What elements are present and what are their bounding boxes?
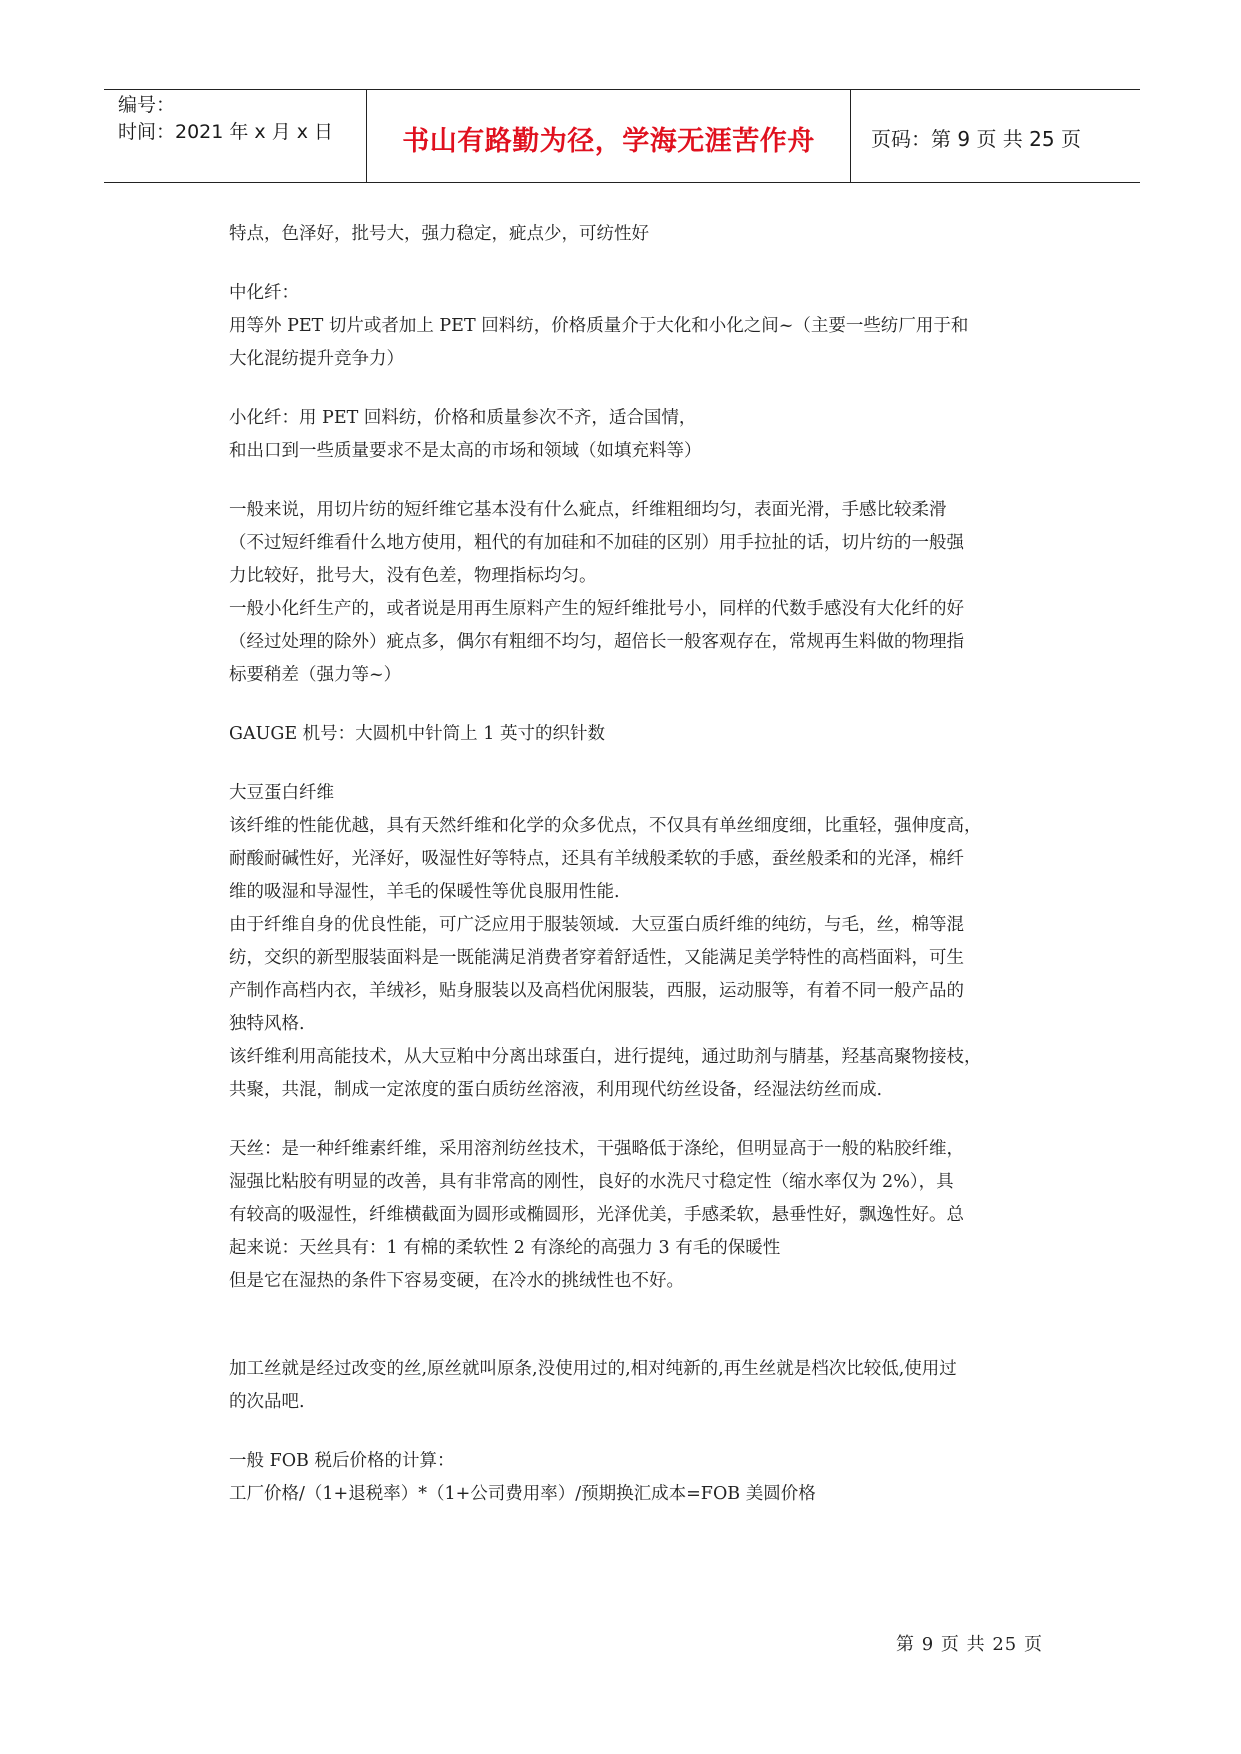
text-line: 该纤维利用高能技术，从大豆粕中分离出球蛋白，进行提纯，通过助剂与腈基，羟基高聚物接枝， [229, 1047, 982, 1067]
text-line: 天丝：是一种纤维素纤维，采用溶剂纺丝技术，干强略低于涤纶，但明显高于一般的粘胶纤维， [229, 1139, 964, 1159]
text-line: 标要稍差（强力等~） [229, 665, 402, 685]
text-line: 独特风格. [229, 1014, 305, 1034]
text-line: 一般 FOB 税后价格的计算： [229, 1451, 455, 1471]
text-line: 大豆蛋白纤维 [229, 783, 334, 803]
text-line: 小化纤：用 PET 回料纺，价格和质量参次不齐，适合国情， [229, 408, 697, 428]
paragraph [229, 402, 1029, 468]
text-line: 共聚，共混，制成一定浓度的蛋白质纺丝溶液，利用现代纺丝设备，经湿法纺丝而成. [229, 1080, 883, 1100]
text-line: 但是它在湿热的条件下容易变硬，在冷水的挑绒性也不好。 [229, 1271, 684, 1291]
footer-page-number: 第 9 页 共 25 页 [896, 1634, 1043, 1655]
document-header [104, 89, 1140, 183]
paragraph [229, 718, 1029, 751]
text-line: 起来说：天丝具有：1 有棉的柔软性 2 有涤纶的高强力 3 有毛的保暖性 [229, 1238, 781, 1258]
header-motto: 书山有路勤为径，学海无涯苦作舟 [367, 90, 851, 182]
text-line: 力比较好，批号大，没有色差，物理指标均匀。 [229, 566, 597, 586]
paragraph [229, 777, 1029, 1107]
text-line: 有较高的吸湿性，纤维横截面为圆形或椭圆形，光泽优美，手感柔软，悬垂性好，飘逸性好。总 [229, 1205, 964, 1225]
text-line: 的次品吧. [229, 1392, 305, 1412]
text-line: 和出口到一些质量要求不是太高的市场和领域（如填充料等） [229, 441, 702, 461]
text-line: 大化混纺提升竞争力） [229, 349, 404, 369]
text-line: （不过短纤维看什么地方使用，粗代的有加硅和不加硅的区别）用手拉扯的话，切片纺的一般强 [229, 533, 964, 553]
document-body [229, 218, 1029, 1511]
text-line: 一般来说，用切片纺的短纤维它基本没有什么疵点，纤维粗细均匀，表面光滑，手感比较柔滑 [229, 500, 947, 520]
text-line: 由于纤维自身的优良性能，可广泛应用于服装领域．大豆蛋白质纤维的纯纺，与毛，丝，棉等混 [229, 915, 964, 935]
text-line: 一般小化纤生产的，或者说是用再生原料产生的短纤维批号小，同样的代数手感没有大化纤的好 [229, 599, 964, 619]
text-line: 工厂价格/（1+退税率）*（1+公司费用率）/预期换汇成本=FOB 美圆价格 [229, 1484, 816, 1504]
paragraph [229, 277, 1029, 376]
text-line: 纺，交织的新型服装面料是一既能满足消费者穿着舒适性，又能满足美学特性的高档面料，可生 [229, 948, 964, 968]
text-line: 产制作高档内衣，羊绒衫，贴身服装以及高档优闲服装，西服，运动服等，有着不同一般产品的 [229, 981, 964, 1001]
paragraph [229, 494, 1029, 692]
paragraph [229, 1445, 1029, 1511]
text-line: 该纤维的性能优越，具有天然纤维和化学的众多优点，不仅具有单丝细度细，比重轻，强伸度高， [229, 816, 982, 836]
text-line: 湿强比粘胶有明显的改善，具有非常高的刚性，良好的水洗尺寸稳定性（缩水率仅为 2%），具 [229, 1172, 954, 1192]
header-page-number: 页码：第 9 页 共 25 页 [871, 126, 1081, 151]
text-line: （经过处理的除外）疵点多，偶尔有粗细不均匀，超倍长一般客观存在，常规再生料做的物理指 [229, 632, 964, 652]
text-line: 特点，色泽好，批号大，强力稳定，疵点少，可纺性好 [229, 224, 649, 244]
text-line: 加工丝就是经过改变的丝,原丝就叫原条,没使用过的,相对纯新的,再生丝就是档次比较低,使用过 [229, 1359, 957, 1379]
text-line: 中化纤： [229, 283, 299, 303]
paragraph [229, 1133, 1029, 1298]
text-line: GAUGE 机号：大圆机中针筒上 1 英寸的织针数 [229, 724, 605, 744]
text-line: 维的吸湿和导湿性，羊毛的保暖性等优良服用性能. [229, 882, 620, 902]
document-date-label: 时间：2021 年 x 月 x 日 [118, 121, 334, 143]
header-meta [104, 90, 367, 182]
text-line: 用等外 PET 切片或者加上 PET 回料纺，价格质量介于大化和小化之间~（主要一些纺厂用于和 [229, 316, 969, 336]
paragraph [229, 1353, 1029, 1419]
document-number-label: 编号： [118, 94, 176, 116]
text-line: 耐酸耐碱性好，光泽好，吸湿性好等特点，还具有羊绒般柔软的手感，蚕丝般柔和的光泽，棉纤 [229, 849, 964, 869]
paragraph [229, 218, 1029, 251]
